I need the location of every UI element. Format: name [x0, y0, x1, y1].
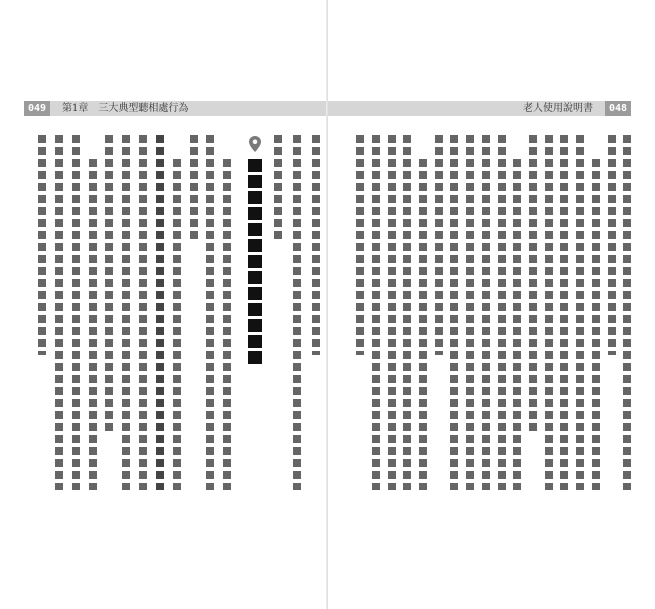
text-column [590, 135, 599, 490]
text-column [511, 135, 520, 490]
text-column [370, 135, 379, 490]
text-column [103, 135, 113, 490]
text-column [480, 135, 489, 490]
left-body-text [36, 135, 231, 490]
right-running-title: 老人使用說明書 [523, 103, 593, 114]
text-column [354, 135, 363, 490]
text-column [272, 135, 284, 490]
text-column [70, 135, 80, 490]
text-column [558, 135, 567, 490]
text-column [53, 135, 63, 490]
right-page [328, 0, 655, 609]
text-column [543, 135, 552, 490]
text-column [310, 135, 322, 490]
text-column [433, 135, 442, 490]
text-column [496, 135, 505, 490]
text-column [448, 135, 457, 490]
text-column [606, 135, 615, 490]
text-column [120, 135, 130, 490]
text-column [154, 135, 164, 490]
text-column [204, 135, 214, 490]
text-column [621, 135, 630, 490]
text-column [417, 135, 426, 490]
text-column [527, 135, 536, 490]
left-quote-block [272, 135, 322, 490]
right-body-text [354, 135, 630, 490]
text-column [188, 135, 198, 490]
text-column [87, 135, 97, 490]
section-heading-text [248, 159, 262, 365]
text-column [464, 135, 473, 490]
left-running-title: 第1章 三大典型聽相處行為 [62, 103, 189, 114]
section-heading [244, 135, 266, 365]
text-column [291, 135, 303, 490]
text-column [171, 135, 181, 490]
text-column [36, 135, 46, 490]
left-page-number: 049 [24, 101, 50, 116]
map-pin-icon [248, 135, 262, 153]
text-column [221, 135, 231, 490]
right-page-number: 048 [605, 101, 631, 116]
left-page [0, 0, 327, 609]
text-column [137, 135, 147, 490]
text-column [386, 135, 395, 490]
text-column [401, 135, 410, 490]
text-column [574, 135, 583, 490]
